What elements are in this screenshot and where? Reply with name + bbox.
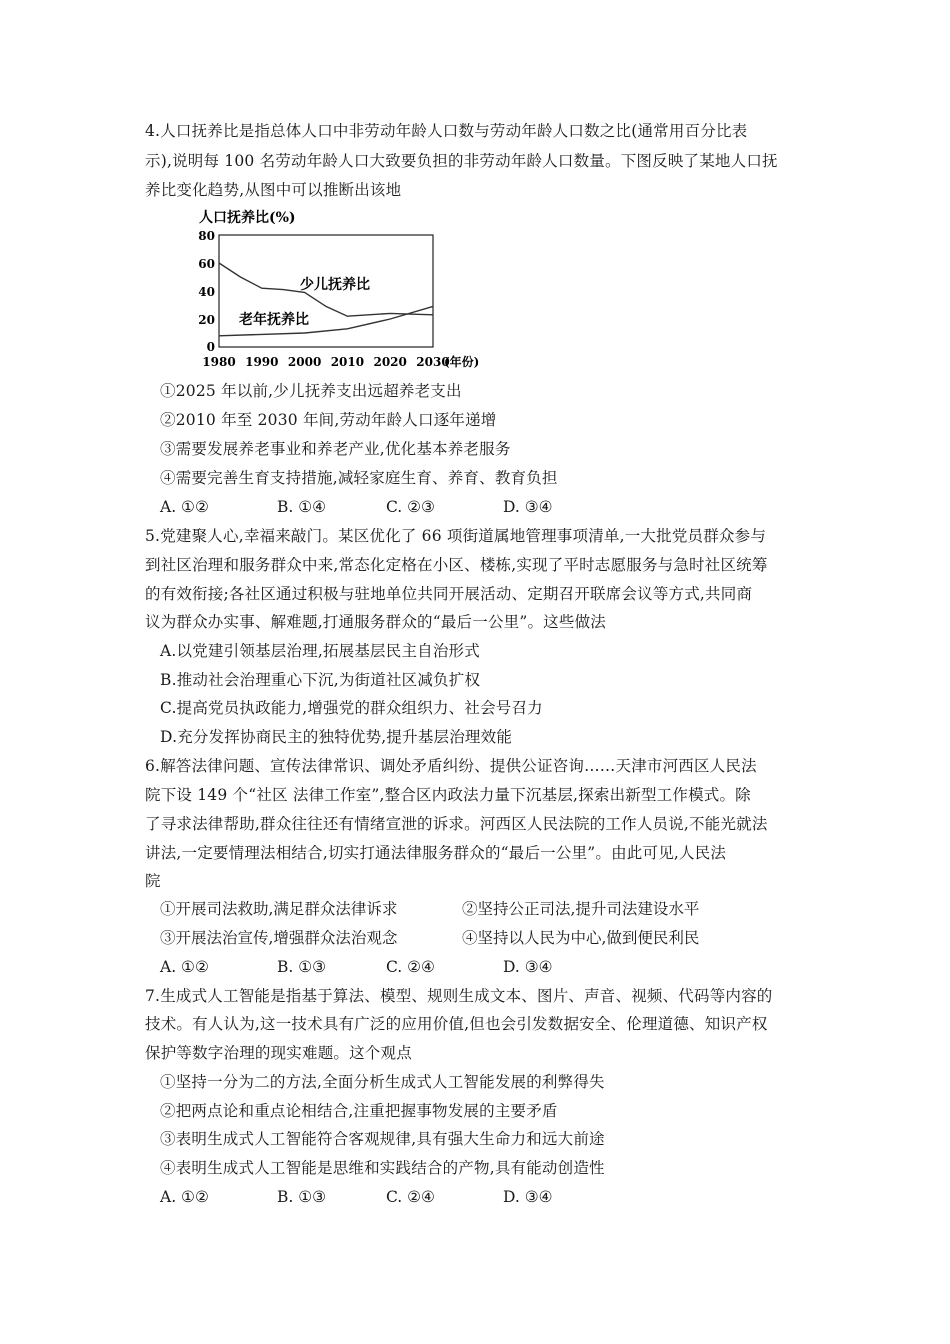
- q5-stem-line-2: 到社区治理和服务群众中来,常态化定格在小区、楼栋,实现了平时志愿服务与急时社区统筹: [145, 556, 768, 574]
- q6-item-4: ④坚持以人民为中心,做到便民利民: [462, 929, 700, 947]
- q4-choice-a[interactable]: A. ①②: [160, 498, 209, 516]
- dependency-ratio-chart: [195, 207, 480, 376]
- q6-stem-line-1: 6.解答法律问题、宣传法律常识、调处矛盾纠纷、提供公证咨询……天津市河西区人民法: [145, 757, 757, 775]
- q6-choice-a[interactable]: A. ①②: [160, 958, 209, 976]
- q4-item-3: ③需要发展养老事业和养老产业,优化基本养老服务: [160, 440, 511, 458]
- q6-choice-c[interactable]: C. ②④: [386, 958, 435, 976]
- q4-item-4: ④需要完善生育支持措施,减轻家庭生育、养育、教育负担: [160, 469, 558, 487]
- q4-choice-c[interactable]: C. ②③: [386, 498, 435, 516]
- q5-option-a[interactable]: A.以党建引领基层治理,拓展基层民主自治形式: [160, 642, 480, 660]
- q6-stem-line-3: 了寻求法律帮助,群众往往还有情绪宣泄的诉求。河西区人民法院的工作人员说,不能光就法: [145, 815, 768, 833]
- q5-stem-line-1: 5.党建聚人心,幸福来敲门。某区优化了 66 项街道属地管理事项清单,一大批党员群众参与: [145, 527, 767, 545]
- q6-stem-line-2: 院下设 149 个“社区 法律工作室”,整合区内政法力量下沉基层,探索出新型工作模式。除: [145, 786, 751, 804]
- x-tick-2010: 2010: [330, 355, 365, 369]
- q7-item-1: ①坚持一分为二的方法,全面分析生成式人工智能发展的利弊得失: [160, 1073, 605, 1091]
- q6-choice-b[interactable]: B. ①③: [277, 958, 327, 976]
- q7-choice-c[interactable]: C. ②④: [386, 1188, 435, 1206]
- q6-stem-line-4: 讲法,一定要情理法相结合,切实打通法律服务群众的“最后一公里”。由此可见,人民法: [145, 844, 727, 862]
- y-tick-40: 40: [198, 285, 215, 299]
- q6-item-3: ③开展法治宣传,增强群众法治观念: [160, 929, 398, 947]
- q4-choice-b[interactable]: B. ①④: [277, 498, 327, 516]
- q6-stem-line-5: 院: [145, 872, 161, 890]
- x-axis-ticks: [202, 354, 479, 369]
- q4-stem-line-1: 4.人口抚养比是指总体人口中非劳动年龄人口数与劳动年龄人口数之比(通常用百分比表: [145, 122, 748, 140]
- y-tick-0: 0: [206, 340, 215, 354]
- q5-option-b[interactable]: B.推动社会治理重心下沉,为街道社区减负扩权: [160, 671, 481, 689]
- chart-title: 人口抚养比(%): [199, 210, 296, 226]
- x-tick-2000: 2000: [287, 355, 322, 369]
- q4-item-1: ①2025 年以前,少儿抚养支出远超养老支出: [160, 382, 462, 400]
- q7-item-4: ④表明生成式人工智能是思维和实践结合的产物,具有能动创造性: [160, 1159, 605, 1177]
- q6-choice-d[interactable]: D. ③④: [503, 958, 553, 976]
- x-tick-2030: 2030: [416, 355, 450, 369]
- q4-choice-d[interactable]: D. ③④: [503, 498, 553, 516]
- q7-choice-b[interactable]: B. ①③: [277, 1188, 327, 1206]
- q5-option-d[interactable]: D.充分发挥协商民主的独特优势,提升基层治理效能: [160, 728, 513, 746]
- y-tick-60: 60: [198, 257, 215, 271]
- q7-item-2: ②把两点论和重点论相结合,注重把握事物发展的主要矛盾: [160, 1102, 558, 1120]
- x-tick-1990: 1990: [245, 355, 279, 369]
- q5-option-c[interactable]: C.提高党员执政能力,增强党的群众组织力、社会号召力: [160, 699, 543, 717]
- y-tick-80: 80: [198, 229, 215, 243]
- y-axis-ticks: [198, 229, 215, 354]
- x-tick-2020: 2020: [373, 355, 407, 369]
- q5-stem-line-4: 议为群众办实事、解难题,打通服务群众的“最后一公里”。这些做法: [145, 613, 606, 631]
- q7-stem-line-3: 保护等数字治理的现实难题。这个观点: [145, 1044, 412, 1062]
- q7-stem-line-2: 技术。有人认为,这一技术具有广泛的应用价值,但也会引发数据安全、伦理道德、知识产权: [145, 1015, 768, 1033]
- q5-stem-line-3: 的有效衔接;各社区通过积极与驻地单位共同开展活动、定期召开联席会议等方式,共同商: [145, 585, 753, 603]
- x-tick-1980: 1980: [202, 355, 236, 369]
- q7-item-3: ③表明生成式人工智能符合客观规律,具有强大生命力和远大前途: [160, 1130, 605, 1148]
- q7-stem-line-1: 7.生成式人工智能是指基于算法、模型、规则生成文本、图片、声音、视频、代码等内容的: [145, 987, 773, 1005]
- q7-choice-a[interactable]: A. ①②: [160, 1188, 209, 1206]
- x-axis-label: (年份): [444, 355, 480, 369]
- q6-item-1: ①开展司法救助,满足群众法律诉求: [160, 900, 398, 918]
- q7-choice-d[interactable]: D. ③④: [503, 1188, 553, 1206]
- q4-stem-line-3: 养比变化趋势,从图中可以推断出该地: [145, 181, 402, 199]
- q4-item-2: ②2010 年至 2030 年间,劳动年龄人口逐年递增: [160, 411, 497, 429]
- series-label-elderly: 老年抚养比: [239, 312, 309, 328]
- q6-item-2: ②坚持公正司法,提升司法建设水平: [462, 900, 700, 918]
- series-label-child: 少儿抚养比: [300, 277, 370, 293]
- y-tick-20: 20: [198, 313, 215, 327]
- q4-stem-line-2: 示),说明每 100 名劳动年龄人口大致要负担的非劳动年龄人口数量。下图反映了某地人口抚: [145, 152, 778, 170]
